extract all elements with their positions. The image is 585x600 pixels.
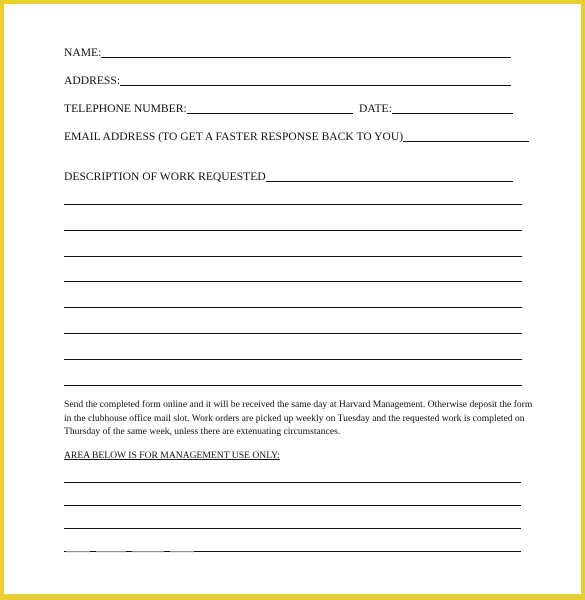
telephone-field[interactable]: [64, 96, 353, 116]
description-label: DESCRIPTION OF WORK REQUESTED: [64, 170, 266, 183]
description-blank-line[interactable]: [64, 230, 522, 231]
name-field[interactable]: [64, 40, 511, 60]
name-line[interactable]: [101, 57, 511, 58]
description-blank-line[interactable]: [64, 204, 522, 205]
email-field[interactable]: [64, 124, 529, 144]
management-blank-line[interactable]: [64, 482, 521, 483]
description-blank-line[interactable]: [64, 385, 522, 386]
description-blank-line[interactable]: [64, 359, 522, 360]
management-heading: AREA BELOW IS FOR MANAGEMENT USE ONLY:: [64, 450, 280, 461]
email-line[interactable]: [403, 141, 529, 142]
date-line[interactable]: [392, 113, 513, 114]
address-line[interactable]: [120, 85, 511, 86]
telephone-label: TELEPHONE NUMBER:: [64, 102, 187, 115]
address-field[interactable]: [64, 68, 511, 88]
name-label: NAME:: [64, 46, 102, 59]
description-blank-line[interactable]: [64, 281, 522, 282]
telephone-line[interactable]: [187, 113, 353, 114]
date-field[interactable]: [359, 96, 513, 116]
description-field[interactable]: [64, 164, 513, 184]
email-label: EMAIL ADDRESS (TO GET A FASTER RESPONSE BACK TO YOU): [64, 130, 404, 143]
management-blank-line[interactable]: [64, 505, 521, 506]
description-line[interactable]: [266, 181, 513, 182]
submission-notice: Send the completed form online and it will be received the same day at Harvard Management. Otherwise deposit the form in the clubhouse office mail slot. Work orders are picked up weekly on Tuesday and the requested work is completed on Thursday of the same week, unless there are extenuating circumstances.: [64, 399, 533, 437]
date-label: DATE:: [359, 102, 392, 115]
watermark: [66, 546, 196, 558]
description-blank-line[interactable]: [64, 333, 522, 334]
management-blank-line[interactable]: [64, 528, 521, 529]
watermark-graphic: [66, 546, 196, 556]
description-blank-line[interactable]: [64, 307, 522, 308]
description-blank-line[interactable]: [64, 256, 522, 257]
address-label: ADDRESS:: [64, 74, 121, 87]
